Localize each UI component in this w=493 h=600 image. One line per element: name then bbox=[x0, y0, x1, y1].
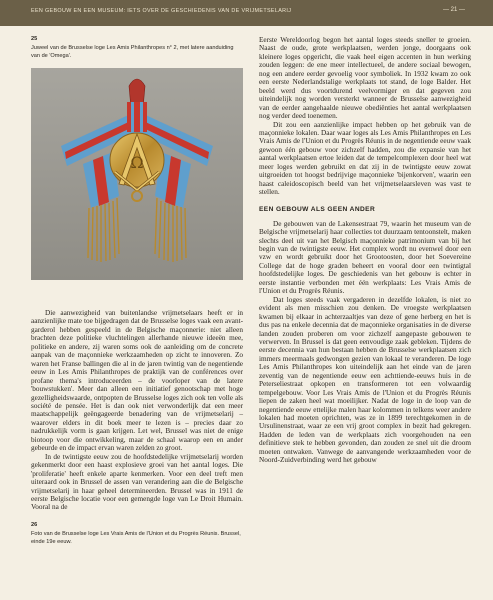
caption-lodge-photo: Foto van de Brusselse loge Les Vrais Amis de l'Union et du Progrès Réunis. Brussel, einde 19e eeuw. bbox=[31, 530, 241, 545]
section-heading: EEN GEBOUW ALS GEEN ANDER bbox=[259, 205, 376, 213]
paragraph: De gebouwen van de Lakensestraat 79, waarin het museum van de Belgische vrijmetselarij haar collecties tot duurzaam tentoonstelt, maken slechts deel uit van het Belgisch maçonnieke patrimonium van bij het begin van de twintigste eeuw. Het complex wordt nu evenwel door een vzw en wordt gebruikt door het Grootoosten, door het Soevereine College dat de hoge graden beheert en vooral door een twintigtal hoofdstedelijke loges. De geschiedenis van het gebouw is echter in eerste instantie verbonden met één werkplaats: Les Vrais Amis de l'Union et du Progrès Réunis. bbox=[259, 219, 471, 296]
caption-block-26 bbox=[31, 522, 243, 546]
jewel-illustration bbox=[31, 68, 243, 280]
page-number: — 21 — bbox=[442, 7, 465, 13]
left-column bbox=[31, 36, 243, 546]
running-header bbox=[0, 0, 493, 26]
masonic-jewel-photo bbox=[31, 68, 243, 280]
paragraph: Eerste Wereldoorlog begon het aantal loges steeds sneller te groeien. Naast de oude, grote werkplaatsen, werden jonge, doorgaans ook kleinere loges opgericht, die vaak heel eigen accenten in hun werking zouden leggen: de ene meer intellectueel, de andere sociaal bewogen, nog een andere eerder gevoelig voor symboliek. In 1932 kwam zo ook een eerste Nederlandstalige werkplaats tot stand, de loge Balder. Het beeld werd dus voortdurend veelvormiger en dat gegeven zou uiteindelijk nog worden versterkt wanneer de Brusselse aanwezigheid van de eerder aangehaalde nieuwe obediënties het aantal werkplaatsen nog verder deed toenemen. bbox=[259, 36, 471, 121]
paragraph: Dat loges steeds vaak vergaderen in dezelfde lokalen, is niet zo evident als men misschien zou denken. De vroegste werkplaatsen kwamen bij elkaar in achterzaaltjes van deze of gene herberg en het is dus pas na enkele decennia dat de maçonnieke organisaties in de diverse landen zouden proberen om voor zichzelf aangepaste gebouwen te verwerven. In Brussel is dat geen eenvoudige zaak gebleken. Tijdens de eerste decennia van hun bestaan hebben de Brusselse werkplaatsen zich immers meermaals gedwongen gezien van lokaal te veranderen. De loge Les Amis Philanthropes kon uiteindelijk aan het einde van de jaren zeventig van de negentiende eeuw een achttiende-eeuws huis in de Peterseliestraat opkopen en transformeren tot een volwaardig tempelgebouw. Voor Les Vrais Amis de l'Union et du Progrès Réunis liepen de zaken heel wat moeilijker. Nadat de loge in de loop van de negentiende eeuw ettelijke malen haar kolommen in telkens weer andere lokalen had moeten oprichten, was ze in 1899 terechtgekomen in de Ursulinenstraat, waar ze een vrij groot complex in bezit had gekregen. Hadden de leden van de werkplaats zich voorgehouden na een definitieve stek te hebben gevonden, dan zouden ze snel uit die droom moeten ontwaken. Vanwege de aanvangende werkzaamheden voor de Noord-Zuidverbinding werd het gebouw bbox=[259, 295, 471, 465]
caption-number-25: 25 bbox=[31, 36, 38, 42]
caption-jewel: Juweel van de Brusselse loge Les Amis Philanthropes n° 2, met latere aanduiding van de 'Omega'. bbox=[31, 45, 234, 59]
paragraph: In de twintigste eeuw zou de hoofdstedelijke vrijmetselarij worden gekenmerkt door een haast explosieve groei van het aantal loges. Die 'proliferatie' heeft enkele aparte kenmerken. Voor een deel treft men uiteraard ook in Brussel de assen van verandering aan die de Belgische vrijmetselarij in haar geheel determineerden. Brussel was in 1911 de eerste Belgische locatie voor een gemengde loge van Le Droit Humain. Vooral na de bbox=[31, 452, 243, 512]
running-title: EEN GEBOUW EN EEN MUSEUM: IETS OVER DE GESCHIEDENIS VAN DE VRIJMETSELARIJ bbox=[31, 8, 292, 14]
left-body-text bbox=[31, 309, 243, 512]
paragraph: Dit zou een aanzienlijke impact hebben op het gebruik van de maçonnieke lokalen. Daar waar loges als Les Amis Philanthropes en Les Vrais Amis de l'Union et du Progrès Réunis in de negentiende eeuw vaak gewoon één gebouw voor zichzelf hadden, zou die expansie van het aantal werkplaatsen ertoe leiden dat de tempelcomplexen door heel wat meer loges werden gebruikt en dat zij in de twintigste eeuw zowat uitgroeiden tot hoogst bedrijvige maçonnieke 'bijenkorven', waarin een haast caleidoscopisch beeld van het vrijmetselaarsleven was vast te stellen. bbox=[259, 120, 471, 197]
svg-text:Ω: Ω bbox=[130, 153, 144, 172]
caption-number-26: 26 bbox=[31, 521, 38, 528]
right-column bbox=[259, 36, 471, 465]
paragraph: Die aanwezigheid van buitenlandse vrijmetselaars heeft er in aanzienlijke mate toe bijgedragen dat de Brusselse loges vaak een avant-garderol hebben gespeeld in de Belgische maçonnerie: niet alleen brachten deze politieke vluchtelingen allerhande nieuwe ideeën mee, politieke en andere, zij waren soms ook de aanleiding om de concrete aanpak van de maçonnieke werkzaamheden op zicht te innoveren. Zo waren het Franse ballingen die al in de jaren twintig van de negentiende eeuw in Les Amis Philanthropes de praktijk van de conférences over profane thema's introduceerden – de voorloper van de latere 'bouwstukken'. Meer dan alleen een initiatief genootschap met hoge gezelligheidswaarde, ontpopten de Brusselse loges zich ook ten volle als société de pensée. Het is dan ook niet verwonderlijk dat een meer maatschappelijk geëngageerde benadering van de vrijmetselarij – waarover elders in dit boek meer te lezen is – precies daar zo nadrukkelijk vorm is gaan krijgen. Let wel, Brussel was niet de enige biotoop voor die ontwikkeling, maar de schaal waarop een en ander gebeurde en de impact ervan waren zelden zo groot. bbox=[31, 309, 243, 453]
